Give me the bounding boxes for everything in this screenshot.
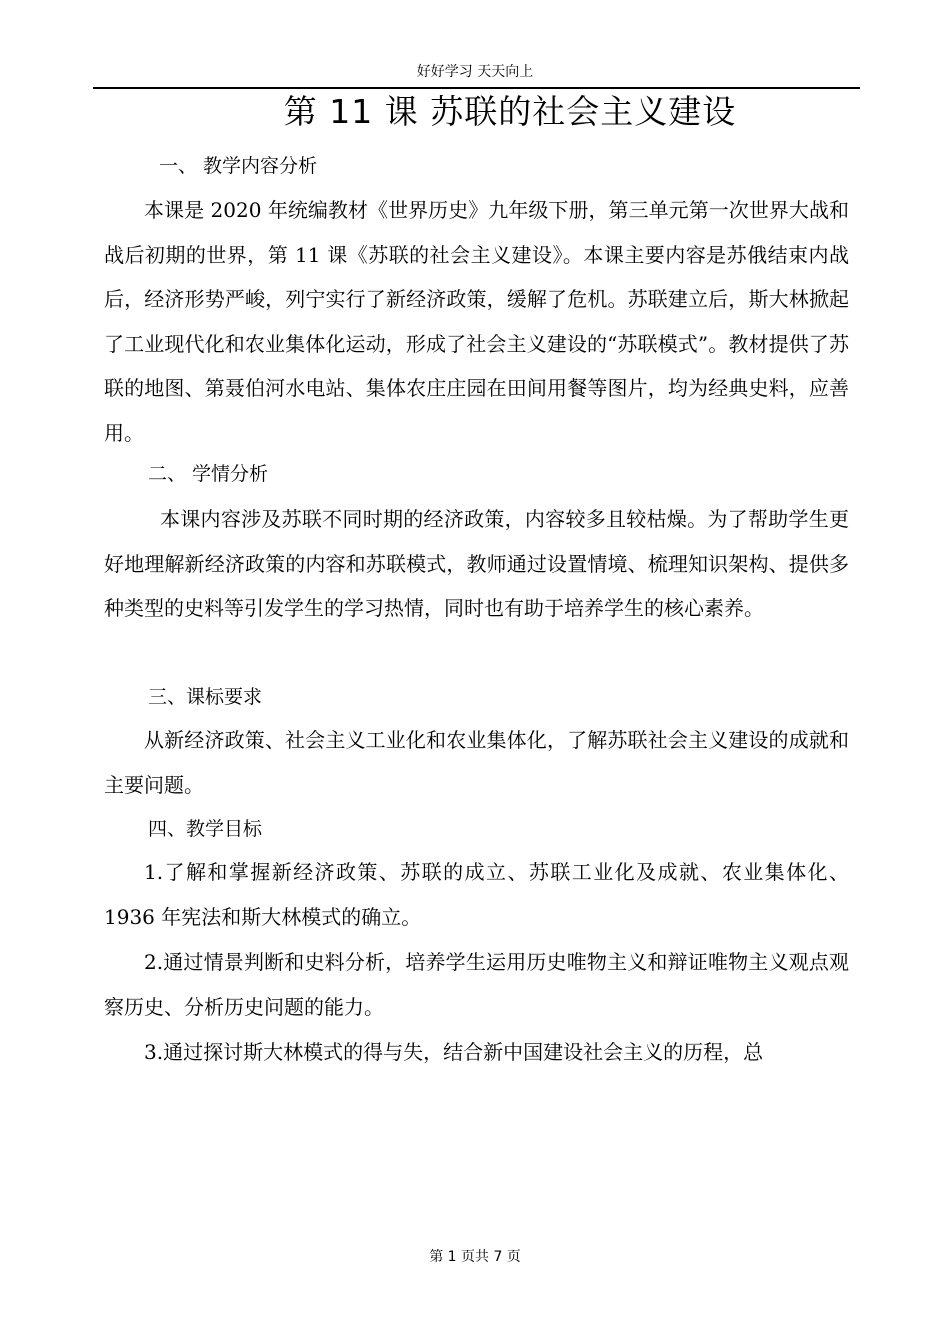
section-heading-curriculum-requirements: 三、课标要求 — [148, 686, 263, 708]
page-footer: 第 1 页共 7 页 — [429, 1249, 521, 1265]
paragraph-curriculum-requirements: 从新经济政策、社会主义工业化和农业集体化，了解苏联社会主义建设的成就和主要问题。 — [104, 728, 849, 797]
paragraph-learner-analysis: 本课内容涉及苏联不同时期的经济政策，内容较多且较枯燥。为了帮助学生更好地理解新经济政策的内容和苏联模式，教师通过设置情境、梳理知识架构、提供多种类型的史料等引发学生的学习热情，同时也有助于培养学生的核心素养。 — [104, 507, 849, 620]
section-heading-content-analysis: 一、 教学内容分析 — [159, 155, 318, 177]
section-heading-learner-analysis: 二、 学情分析 — [148, 463, 269, 485]
section-heading-teaching-goals: 四、教学目标 — [148, 818, 263, 840]
goal-item-1: 1.了解和掌握新经济政策、苏联的成立、苏联工业化及成就、农业集体化、1936 年宪法和斯大林模式的确立。 — [104, 860, 849, 929]
goal-item-2: 2.通过情景判断和史料分析，培养学生运用历史唯物主义和辩证唯物主义观点观察历史、分析历史问题的能力。 — [104, 950, 849, 1019]
lesson-title: 第 11 课 苏联的社会主义建设 — [283, 92, 737, 131]
page-header: 好好学习 天天向上 — [416, 64, 534, 80]
paragraph-content-analysis: 本课是 2020 年统编教材《世界历史》九年级下册，第三单元第一次世界大战和战后初期的世界，第 11 课《苏联的社会主义建设》。本课主要内容是苏俄结束内战后，经济形势严峻，列宁实行了新经济政策，缓解了危机。苏联建立后，斯大林掀起了工业现代化和农业集体化运动，形成了社会主义建设的“苏联模式”。教材提供了苏联的地图、第聂伯河水电站、集体农庄庄园在田间用餐等图片，均为经典史料，应善用。 — [104, 198, 849, 445]
header-divider — [93, 87, 860, 89]
goal-item-3: 3.通过探讨斯大林模式的得与失，结合新中国建设社会主义的历程，总 — [144, 1040, 764, 1064]
